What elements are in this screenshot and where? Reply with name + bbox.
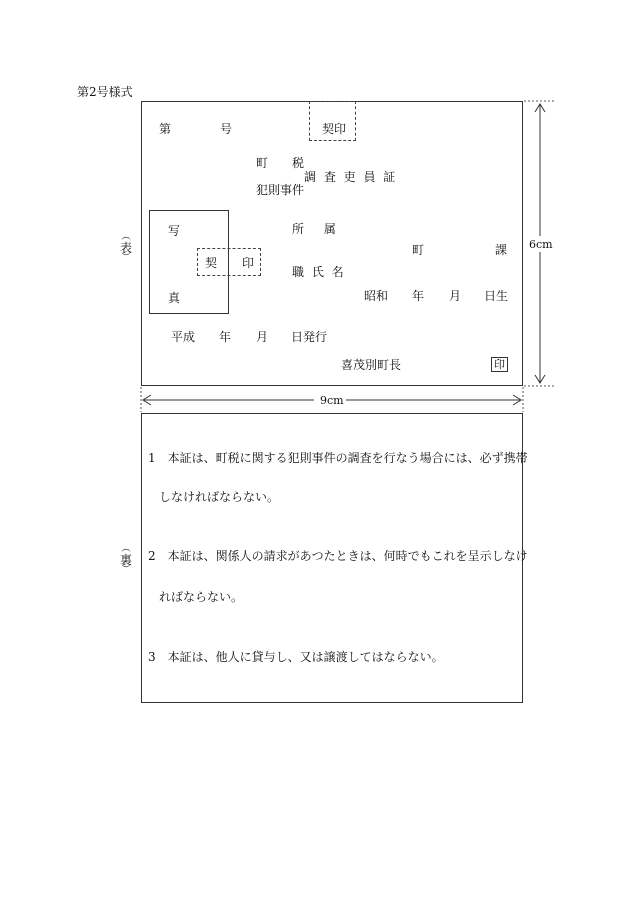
section-label: 課: [495, 243, 508, 257]
issue-month: 月: [256, 330, 269, 344]
issuer-name: 喜茂別町長: [341, 358, 402, 372]
back-side-mark: ︵ 裏 ︶: [119, 544, 132, 575]
card-back: [141, 413, 528, 703]
number-suffix: 号: [220, 122, 233, 136]
photo-label-top: 写: [168, 224, 181, 238]
note-2-line-2: ればならない。: [159, 590, 244, 604]
affiliation-label: 所 属: [292, 222, 344, 236]
birth-day: 日生: [484, 289, 509, 303]
issue-era: 平成: [171, 330, 196, 344]
note-2-line-1: 2 本証は、関係人の請求があつたときは、何時でもこれを呈示しなけ: [148, 549, 528, 563]
tally-seal-box: [309, 101, 356, 141]
overlap-seal-box: [197, 248, 261, 276]
title-line3: 犯則事件: [256, 183, 305, 197]
birth-era: 昭和: [364, 289, 389, 303]
card-front: [141, 101, 523, 386]
note-3-line-1: 3 本証は、他人に貸与し、又は譲渡してはならない。: [148, 650, 444, 664]
photo-label-bottom: 真: [168, 291, 181, 305]
issue-year: 年: [219, 330, 232, 344]
overlap-seal-a: 契: [205, 256, 218, 270]
title-line1-a: 町: [256, 156, 269, 170]
width-dimension-label: 9cm: [320, 394, 344, 407]
issue-day: 日発行: [291, 330, 328, 344]
name-label: 職 氏 名: [292, 265, 346, 279]
overlap-seal-b: 印: [242, 256, 255, 270]
note-1-line-1: 1 本証は、町税に関する犯則事件の調査を行なう場合には、必ず携帯: [148, 451, 528, 465]
form-number: 第2号様式: [77, 85, 133, 99]
note-1-line-2: しなければならない。: [159, 490, 280, 504]
title-line2: 調 査 吏 員 証: [304, 170, 398, 184]
height-dimension-label: 6cm: [529, 238, 553, 251]
birth-month: 月: [449, 289, 462, 303]
tally-seal-text: 契印: [322, 122, 347, 136]
title-line1-b: 税: [292, 156, 305, 170]
town-label: 町: [412, 243, 425, 257]
number-prefix: 第: [159, 122, 172, 136]
front-side-mark: ︵ 表 ︶: [119, 232, 132, 263]
issuer-seal-stamp: 印: [491, 357, 508, 372]
birth-year: 年: [412, 289, 425, 303]
